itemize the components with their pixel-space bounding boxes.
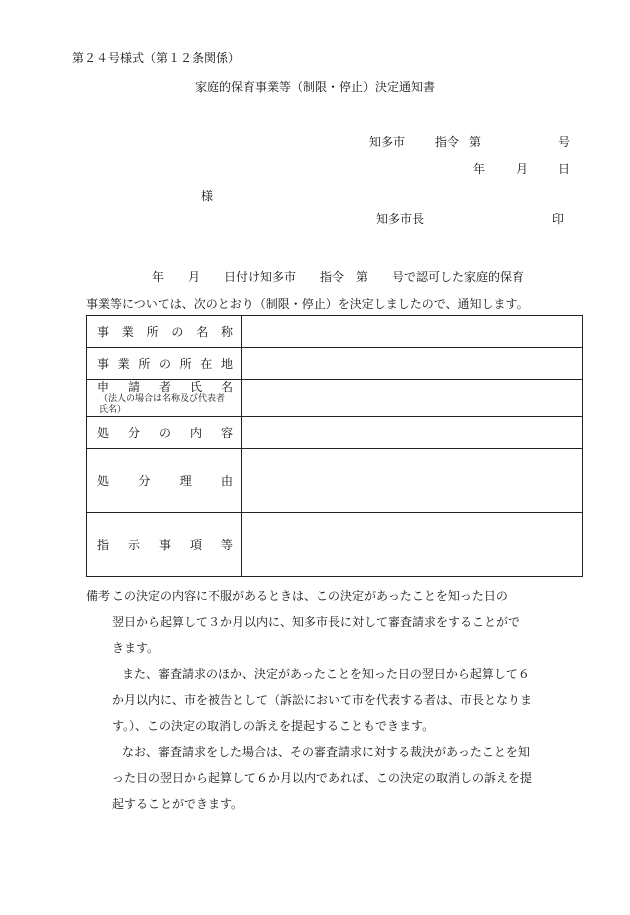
remarks-section xyxy=(86,583,586,817)
row-label-facility-name: 事 業 所 の 名 称 xyxy=(87,316,242,348)
table-row xyxy=(87,316,583,348)
table-row xyxy=(87,449,583,513)
remarks-label: 備考 xyxy=(86,589,111,603)
row-value-disposition-reason[interactable] xyxy=(242,449,583,513)
date-year: 年 xyxy=(473,162,486,176)
row-label-disposition-reason: 処 分 理 由 xyxy=(87,449,242,513)
table-row xyxy=(87,417,583,449)
remarks-line: なお、審査請求をした場合は、その審査請求に対する裁決があったことを知 xyxy=(122,745,530,759)
form-number: 第２４号様式（第１２条関係） xyxy=(72,51,241,65)
number-suffix: 号 xyxy=(558,135,571,149)
mayor-title: 知多市長 xyxy=(376,212,425,226)
row-value-applicant-name[interactable] xyxy=(242,380,583,417)
remarks-line: きます。 xyxy=(112,641,160,655)
applicant-note: （法人の場合は名称及び代表者氏名） xyxy=(99,394,226,415)
number-prefix: 第 xyxy=(469,135,482,149)
row-value-disposition-content[interactable] xyxy=(242,417,583,449)
row-value-facility-name[interactable] xyxy=(242,316,583,348)
remarks-line: か月以内に、市を被告として（訴訟において市を代表する者は、市長となりま xyxy=(112,693,533,707)
document-title: 家庭的保育事業等（制限・停止）決定通知書 xyxy=(194,80,435,94)
notice-table xyxy=(86,315,583,577)
row-value-instructions[interactable] xyxy=(242,513,583,577)
remarks-line: った日の翌日から起算して６か月以内であれば、この決定の取消しの訴えを提 xyxy=(112,771,533,785)
remarks-line: また、審査請求のほか、決定があったことを知った日の翌日から起算して６ xyxy=(122,667,530,681)
table-row xyxy=(87,348,583,380)
row-label-facility-address: 事 業 所 の 所 在 地 xyxy=(87,348,242,380)
row-value-facility-address[interactable] xyxy=(242,348,583,380)
remarks-line: この決定の内容に不服があるときは、この決定があったことを知った日の xyxy=(112,589,508,603)
seal-mark: 印 xyxy=(552,212,565,226)
date-month: 月 xyxy=(516,162,529,176)
issuer-directive xyxy=(369,134,481,150)
org-name: 知多市 xyxy=(369,135,406,149)
table-row xyxy=(87,380,583,417)
date-day: 日 xyxy=(558,162,571,176)
body-line-1: 年 月 日付け知多市 指令 第 号で認可した家庭的保育 xyxy=(152,270,525,284)
directive-label: 指令 xyxy=(435,135,460,149)
row-label-disposition-content: 処 分 の 内 容 xyxy=(87,417,242,449)
body-line-2: 事業等については、次のとおり（制限・停止）を決定しましたので、通知します。 xyxy=(86,297,529,311)
row-label-applicant-name: 申 請 者 氏 名 （法人の場合は名称及び代表者氏名） xyxy=(87,380,242,417)
table-row xyxy=(87,513,583,577)
remarks-line: 翌日から起算して３か月以内に、知多市長に対して審査請求をすることがで xyxy=(112,615,521,629)
row-label-instructions: 指 示 事 項 等 xyxy=(87,513,242,577)
addressee-honorific: 様 xyxy=(201,189,214,203)
remarks-line: 起することができます。 xyxy=(112,797,244,811)
remarks-line: す。）、この決定の取消しの訴えを提起することもできます。 xyxy=(112,719,435,733)
